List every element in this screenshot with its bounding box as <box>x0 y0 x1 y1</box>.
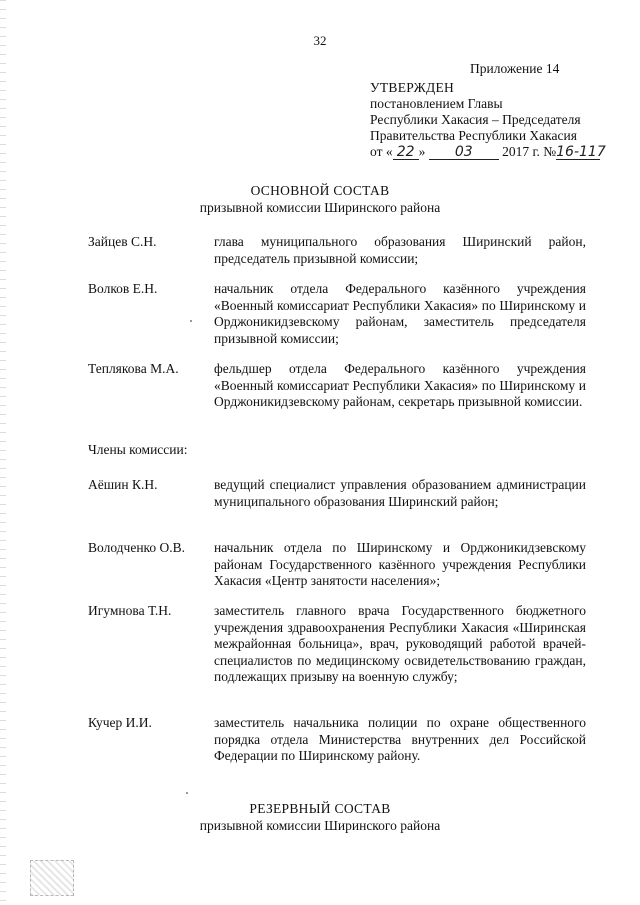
approval-line-1: постановлением Главы <box>370 96 503 111</box>
approval-block <box>370 80 606 160</box>
member-role: заместитель главного врача Государственного бюджетного учреждения здравоохранения Республики Хакасия «Ширинская межрайонная больница», врач, руководящий работой врачей-специалистов по медицинскому освидетельствованию граждан, подлежащих призыву на военную службу; <box>214 603 586 684</box>
approval-heading: УТВЕРЖДЕН <box>370 80 455 95</box>
scan-margin-dots <box>0 0 6 905</box>
members-label: Члены комиссии: <box>88 442 188 457</box>
member-name: Игумнова Т.Н. <box>88 603 172 618</box>
scan-stamp-mark <box>30 860 74 896</box>
approval-line-2: Республики Хакасия – Председателя <box>370 112 581 127</box>
approval-line-3: Правительства Республики Хакасия <box>370 128 577 143</box>
scan-speck <box>186 792 188 794</box>
member-name: Теплякова М.А. <box>88 361 179 376</box>
date-mid: » <box>418 144 426 159</box>
member-name: Аёшин К.Н. <box>88 477 158 492</box>
reserve-section-title: РЕЗЕРВНЫЙ СОСТАВ <box>249 801 391 816</box>
member-name: Зайцев С.Н. <box>88 234 157 249</box>
date-day: 22 <box>393 146 419 160</box>
member-role: глава муниципального образования Ширинский район, председатель призывной комиссии; <box>214 234 586 266</box>
reserve-section-heading <box>0 800 640 834</box>
appendix-label: Приложение 14 <box>470 61 560 76</box>
main-section-heading <box>0 182 640 216</box>
date-month: 03 <box>429 146 499 160</box>
member-name: Кучер И.И. <box>88 715 152 730</box>
reserve-section-subtitle: призывной комиссии Ширинского района <box>199 818 441 833</box>
member-role: фельдшер отдела Федерального казённого учреждения «Военный комиссариат Республики Хакасия» по Ширинскому и Орджоникидзевскому районам, секретарь призывной комиссии. <box>214 361 586 409</box>
member-role: начальник отдела Федерального казённого учреждения «Военный комиссариат Республики Хакасия» по Ширинскому и Орджоникидзевскому районам, заместитель председателя призывной комиссии; <box>214 281 586 346</box>
main-section-subtitle: призывной комиссии Ширинского района <box>199 200 441 215</box>
main-section-title: ОСНОВНОЙ СОСТАВ <box>250 183 390 198</box>
date-year: 2017 г. № <box>502 144 557 159</box>
member-name: Володченко О.В. <box>88 540 186 555</box>
scan-speck <box>190 320 192 322</box>
member-role: заместитель начальника полиции по охране общественного порядка отдела Министерства внутренних дел Российской Федерации по Ширинскому району. <box>214 715 586 763</box>
member-name: Волков Е.Н. <box>88 281 158 296</box>
date-prefix: от « <box>370 144 393 159</box>
decree-number: 16-117 <box>556 144 606 160</box>
member-role: ведущий специалист управления образованием администрации муниципального образования Ширинский район; <box>214 477 586 509</box>
page-number: 32 <box>313 33 327 48</box>
approval-date-line <box>370 144 606 160</box>
member-role: начальник отдела по Ширинскому и Орджоникидзевскому районам Государственного казённого учреждения Республики Хакасия «Центр занятости населения»; <box>214 540 586 588</box>
